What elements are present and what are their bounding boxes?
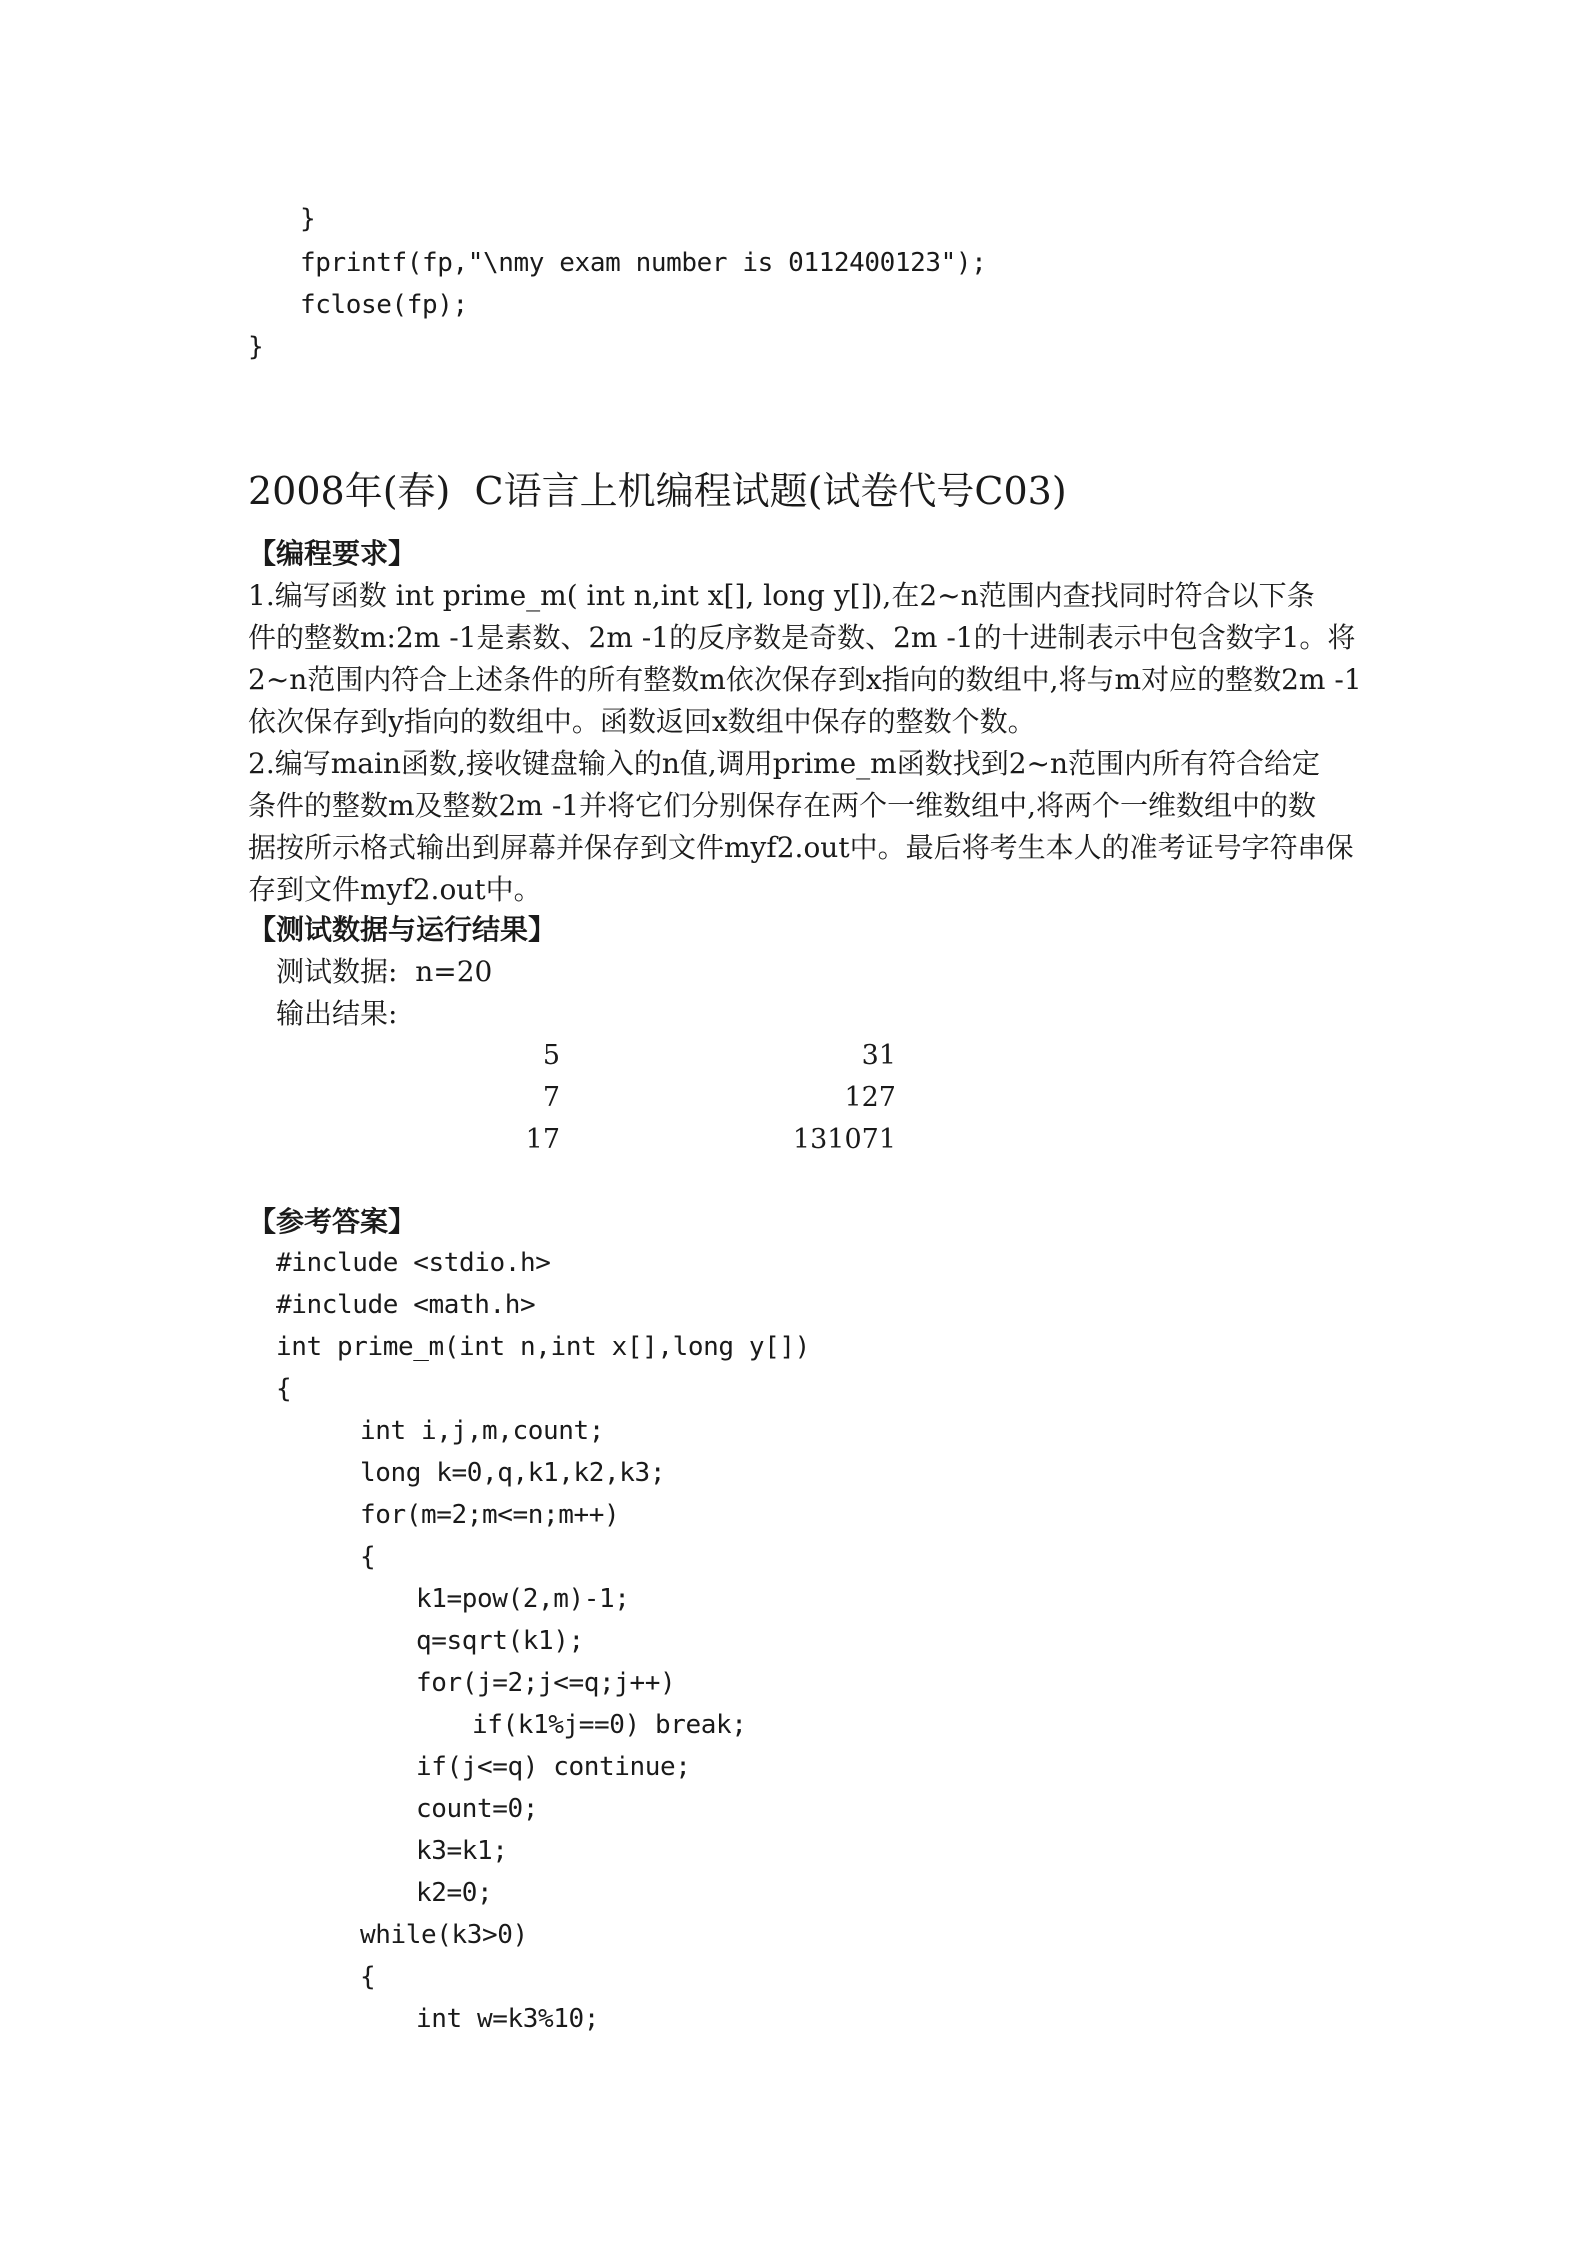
requirement-line: 依次保存到y指向的数组中。函数返回x数组中保存的整数个数。: [248, 705, 1036, 738]
code-line: {: [360, 1962, 376, 1992]
code-line: for(j=2;j<=q;j++): [416, 1668, 676, 1698]
test-input: 测试数据: n=20: [276, 955, 493, 988]
test-output-label: 输出结果:: [276, 997, 398, 1030]
result-value: 31: [861, 1040, 896, 1071]
code-line: if(j<=q) continue;: [416, 1752, 691, 1782]
code-line: {: [276, 1374, 292, 1404]
page-title: 2008年(春) C语言上机编程试题(试卷代号C03): [248, 469, 1067, 513]
code-line: fclose(fp);: [300, 290, 468, 320]
answer-heading: 【参考答案】: [248, 1205, 417, 1238]
test-heading: 【测试数据与运行结果】: [248, 913, 557, 946]
requirements-heading: 【编程要求】: [248, 537, 417, 570]
requirement-line: 条件的整数m及整数2m -1并将它们分别保存在两个一维数组中,将两个一维数组中的数: [248, 789, 1316, 822]
result-value: 131071: [792, 1124, 896, 1155]
code-line: k1=pow(2,m)-1;: [416, 1584, 630, 1614]
code-line: for(m=2;m<=n;m++): [360, 1500, 620, 1530]
code-line: if(k1%j==0) break;: [472, 1710, 747, 1740]
requirement-line: 2~n范围内符合上述条件的所有整数m依次保存到x指向的数组中,将与m对应的整数2m -1: [248, 663, 1362, 696]
result-m: 7: [542, 1082, 560, 1113]
result-m: 5: [542, 1040, 560, 1071]
code-line: k3=k1;: [416, 1836, 508, 1866]
result-m: 17: [525, 1124, 560, 1155]
result-value: 127: [844, 1082, 896, 1113]
code-line: #include <math.h>: [276, 1290, 536, 1320]
code-line: fprintf(fp,"\nmy exam number is 0112400123");: [300, 248, 987, 278]
code-line: long k=0,q,k1,k2,k3;: [360, 1458, 666, 1488]
code-line: #include <stdio.h>: [276, 1248, 551, 1278]
code-line: int prime_m(int n,int x[],long y[]): [276, 1332, 810, 1362]
code-line: }: [248, 332, 264, 362]
code-line: count=0;: [416, 1794, 539, 1824]
requirement-line: 1.编写函数 int prime_m( int n,int x[], long y[]),在2~n范围内查找同时符合以下条: [248, 579, 1315, 612]
code-line: q=sqrt(k1);: [416, 1626, 584, 1656]
code-line: int i,j,m,count;: [360, 1416, 605, 1446]
code-line: }: [300, 204, 316, 234]
code-line: int w=k3%10;: [416, 2004, 600, 2034]
requirement-line: 2.编写main函数,接收键盘输入的n值,调用prime_m函数找到2~n范围内所有符合给定: [248, 747, 1321, 780]
code-line: k2=0;: [416, 1878, 493, 1908]
code-line: while(k3>0): [360, 1920, 528, 1950]
requirement-line: 件的整数m:2m -1是素数、2m -1的反序数是奇数、2m -1的十进制表示中包含数字1。将: [248, 621, 1356, 654]
code-line: {: [360, 1542, 376, 1572]
requirement-line: 存到文件myf2.out中。: [248, 873, 542, 906]
requirement-line: 据按所示格式输出到屏幕并保存到文件myf2.out中。最后将考生本人的准考证号字符串保: [248, 831, 1354, 864]
